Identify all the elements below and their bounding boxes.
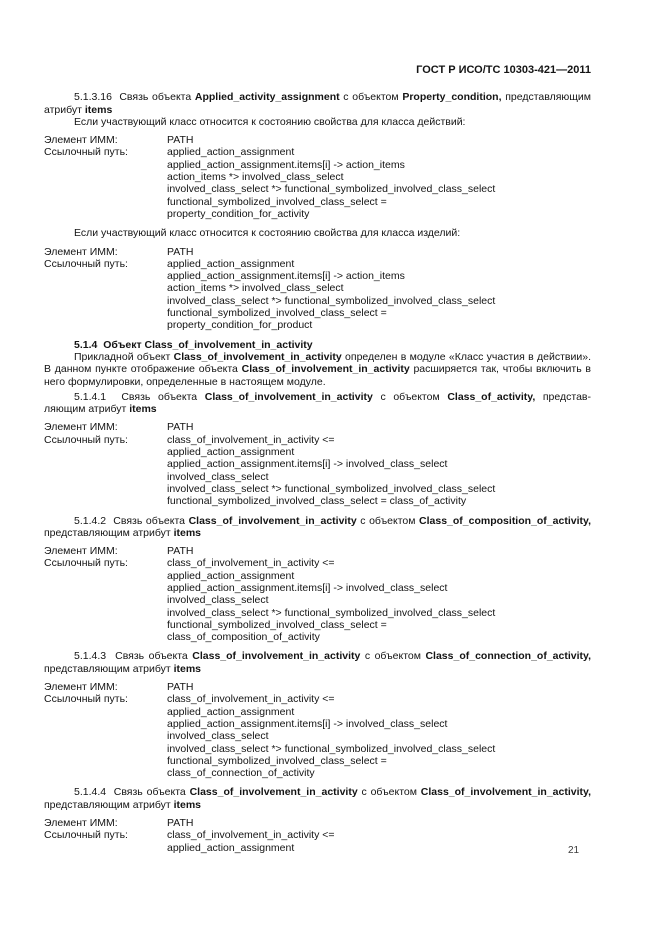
- imm-element-row: [44, 246, 591, 258]
- ref-path-line: applied_action_assignment.items[i] -> involved_class_select: [167, 458, 448, 471]
- imm-element-value: PATH: [167, 421, 194, 434]
- ref-path-lines: [167, 258, 591, 332]
- section-title-5-1-4-2: 5.1.4.2 Связь объекта Class_of_involvement_in_activity с объектом Class_of_composition_of_activity, представляющим атрибут items: [44, 514, 591, 539]
- imm-element-label: Элемент ИММ:: [44, 245, 118, 258]
- imm-block: [44, 545, 591, 643]
- ref-path-line: class_of_involvement_in_activity <=: [167, 829, 335, 842]
- section-title-5-1-4-3: 5.1.4.3 Связь объекта Class_of_involvement_in_activity с объектом Class_of_connection_of_activity, представляющим атрибут items: [44, 650, 591, 675]
- ref-path-line: involved_class_select *> functional_symbolized_involved_class_select: [167, 183, 496, 196]
- imm-element-label: Элемент ИММ:: [44, 421, 118, 434]
- ref-path-label: Ссылочный путь:: [44, 257, 128, 270]
- imm-element-row: [44, 134, 591, 146]
- imm-block: [44, 421, 591, 507]
- ref-path-line: action_items *> involved_class_select: [167, 171, 344, 184]
- ref-path-label: Ссылочный путь:: [44, 693, 128, 706]
- imm-element-label: Элемент ИММ:: [44, 681, 118, 694]
- imm-block: [44, 817, 591, 854]
- ref-path-line: functional_symbolized_involved_class_select =: [167, 618, 387, 631]
- ref-path-row: [44, 146, 591, 220]
- ref-path-lines: [167, 434, 591, 508]
- ref-path-line: class_of_involvement_in_activity <=: [167, 557, 335, 570]
- imm-element-value: PATH: [167, 545, 194, 558]
- section-intro-5-1-4: Прикладной объект Class_of_involvement_in_activity определен в модуле «Класс участия в действии». В данном пункте отображение объекта Class_of_involvement_in_activity расширяется так, чтобы включить в него формулировки, определенные в настоящем модуле.: [44, 350, 592, 388]
- ref-path-line: involved_class_select *> functional_symbolized_involved_class_select: [167, 482, 496, 495]
- condition-paragraph-activity: Если участвующий класс относится к состоянию свойства для класса действий:: [74, 115, 466, 128]
- imm-element-row: [44, 817, 591, 829]
- ref-path-line: class_of_composition_of_activity: [167, 631, 320, 644]
- ref-path-line: applied_action_assignment: [167, 841, 295, 854]
- imm-element-value: PATH: [167, 245, 194, 258]
- imm-element-label: Элемент ИММ:: [44, 817, 118, 830]
- ref-path-line: involved_class_select *> functional_symbolized_involved_class_select: [167, 742, 496, 755]
- ref-path-line: involved_class_select: [167, 470, 269, 483]
- imm-block: [44, 246, 591, 332]
- imm-element-value: PATH: [167, 817, 194, 830]
- page-number: 21: [568, 845, 580, 856]
- imm-block: [44, 681, 591, 779]
- ref-path-lines: [167, 146, 591, 220]
- section-heading-5-1-4: 5.1.4 Объект Class_of_involvement_in_activity: [74, 338, 313, 351]
- ref-path-line: class_of_involvement_in_activity <=: [167, 433, 335, 446]
- section-title-5-1-4-1: 5.1.4.1 Связь объекта Class_of_involvement_in_activity с объектом Class_of_activity, представляющим атрибут items: [44, 390, 591, 416]
- ref-path-line: property_condition_for_product: [167, 319, 313, 332]
- ref-path-line: applied_action_assignment: [167, 257, 295, 270]
- ref-path-line: action_items *> involved_class_select: [167, 282, 344, 295]
- ref-path-line: applied_action_assignment: [167, 146, 295, 159]
- ref-path-line: applied_action_assignment: [167, 569, 295, 582]
- ref-path-line: involved_class_select: [167, 730, 269, 743]
- ref-path-line: class_of_connection_of_activity: [167, 767, 315, 780]
- page-content: [44, 64, 591, 861]
- ref-path-line: applied_action_assignment.items[i] -> involved_class_select: [167, 581, 448, 594]
- ref-path-line: applied_action_assignment.items[i] -> action_items: [167, 158, 405, 171]
- ref-path-label: Ссылочный путь:: [44, 557, 128, 570]
- ref-path-label: Ссылочный путь:: [44, 829, 128, 842]
- imm-element-row: [44, 545, 591, 557]
- document-header-title: ГОСТ Р ИСО/ТС 10303-421—2011: [416, 64, 591, 76]
- imm-element-value: PATH: [167, 681, 194, 694]
- imm-element-label: Элемент ИММ:: [44, 545, 118, 558]
- ref-path-line: functional_symbolized_involved_class_select =: [167, 307, 387, 320]
- ref-path-row: [44, 557, 591, 643]
- ref-path-lines: [167, 829, 591, 854]
- ref-path-row: [44, 829, 591, 854]
- ref-path-line: applied_action_assignment: [167, 705, 295, 718]
- ref-path-lines: [167, 557, 591, 643]
- imm-element-value: PATH: [167, 134, 194, 147]
- ref-path-line: applied_action_assignment.items[i] -> action_items: [167, 270, 405, 283]
- ref-path-line: involved_class_select: [167, 594, 269, 607]
- ref-path-line: property_condition_for_activity: [167, 207, 310, 220]
- ref-path-row: [44, 693, 591, 779]
- imm-block: [44, 134, 591, 220]
- imm-element-label: Элемент ИММ:: [44, 134, 118, 147]
- ref-path-row: [44, 434, 591, 508]
- ref-path-line: applied_action_assignment.items[i] -> involved_class_select: [167, 717, 448, 730]
- ref-path-line: applied_action_assignment: [167, 446, 295, 459]
- ref-path-row: [44, 258, 591, 332]
- ref-path-line: functional_symbolized_involved_class_select =: [167, 195, 387, 208]
- condition-paragraph-product: Если участвующий класс относится к состоянию свойства для класса изделий:: [74, 227, 461, 240]
- ref-path-label: Ссылочный путь:: [44, 146, 128, 159]
- ref-path-line: functional_symbolized_involved_class_select = class_of_activity: [167, 495, 467, 508]
- section-title-5-1-3-16: 5.1.3.16 Связь объекта Applied_activity_assignment с объектом Property_condition, представляющим атрибут items: [44, 91, 591, 116]
- section-title-5-1-4-4: 5.1.4.4 Связь объекта Class_of_involvement_in_activity с объектом Class_of_involvement_in_activity, представляющим атрибут items: [44, 786, 591, 811]
- ref-path-lines: [167, 693, 591, 779]
- ref-path-label: Ссылочный путь:: [44, 433, 128, 446]
- ref-path-line: involved_class_select *> functional_symbolized_involved_class_select: [167, 294, 496, 307]
- ref-path-line: functional_symbolized_involved_class_select =: [167, 754, 387, 767]
- imm-element-row: [44, 681, 591, 693]
- ref-path-line: class_of_involvement_in_activity <=: [167, 693, 335, 706]
- imm-element-row: [44, 421, 591, 433]
- ref-path-line: involved_class_select *> functional_symbolized_involved_class_select: [167, 606, 496, 619]
